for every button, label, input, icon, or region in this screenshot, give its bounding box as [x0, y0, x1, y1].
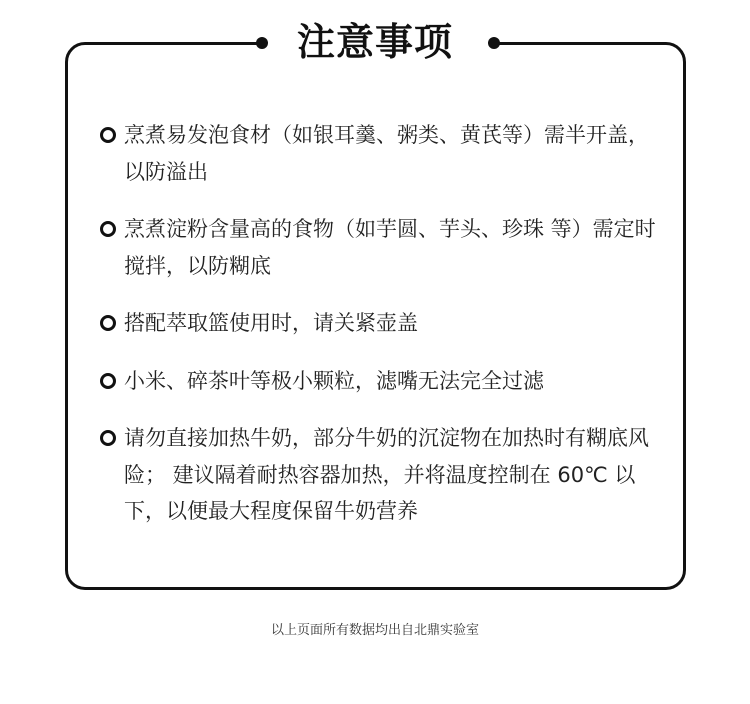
note-text: 小米、碎茶叶等极小颗粒，滤嘴无法完全过滤 — [124, 368, 544, 393]
note-text: 烹煮淀粉含量高的食物（如芋圆、芋头、珍珠 等）需定时搅拌，以防糊底 — [124, 217, 656, 278]
list-item — [100, 211, 666, 284]
note-text: 烹煮易发泡食材（如银耳羹、粥类、黄芪等）需半开盖，以防溢出 — [124, 123, 649, 184]
title-dot-right — [488, 37, 500, 49]
title-dot-left — [256, 37, 268, 49]
list-item — [100, 305, 666, 342]
circle-bullet-icon — [100, 373, 116, 389]
list-item — [100, 117, 666, 190]
circle-bullet-icon — [100, 221, 116, 237]
list-item — [100, 363, 666, 400]
notice-title: 注意事项 — [296, 20, 453, 64]
notes-list — [100, 117, 666, 530]
list-item — [100, 420, 666, 530]
circle-bullet-icon — [100, 430, 116, 446]
note-text: 搭配萃取篮使用时，请关紧壶盖 — [124, 311, 418, 335]
circle-bullet-icon — [100, 315, 116, 331]
note-text: 请勿直接加热牛奶，部分牛奶的沉淀物在加热时有糊底风险； 建议隔着耐热容器加热，并将温度控制在 60℃ 以下，以便最大程度保留牛奶营养 — [124, 426, 649, 523]
circle-bullet-icon — [100, 127, 116, 143]
source-footnote: 以上页面所有数据均出自北鼎实验室 — [270, 623, 479, 638]
